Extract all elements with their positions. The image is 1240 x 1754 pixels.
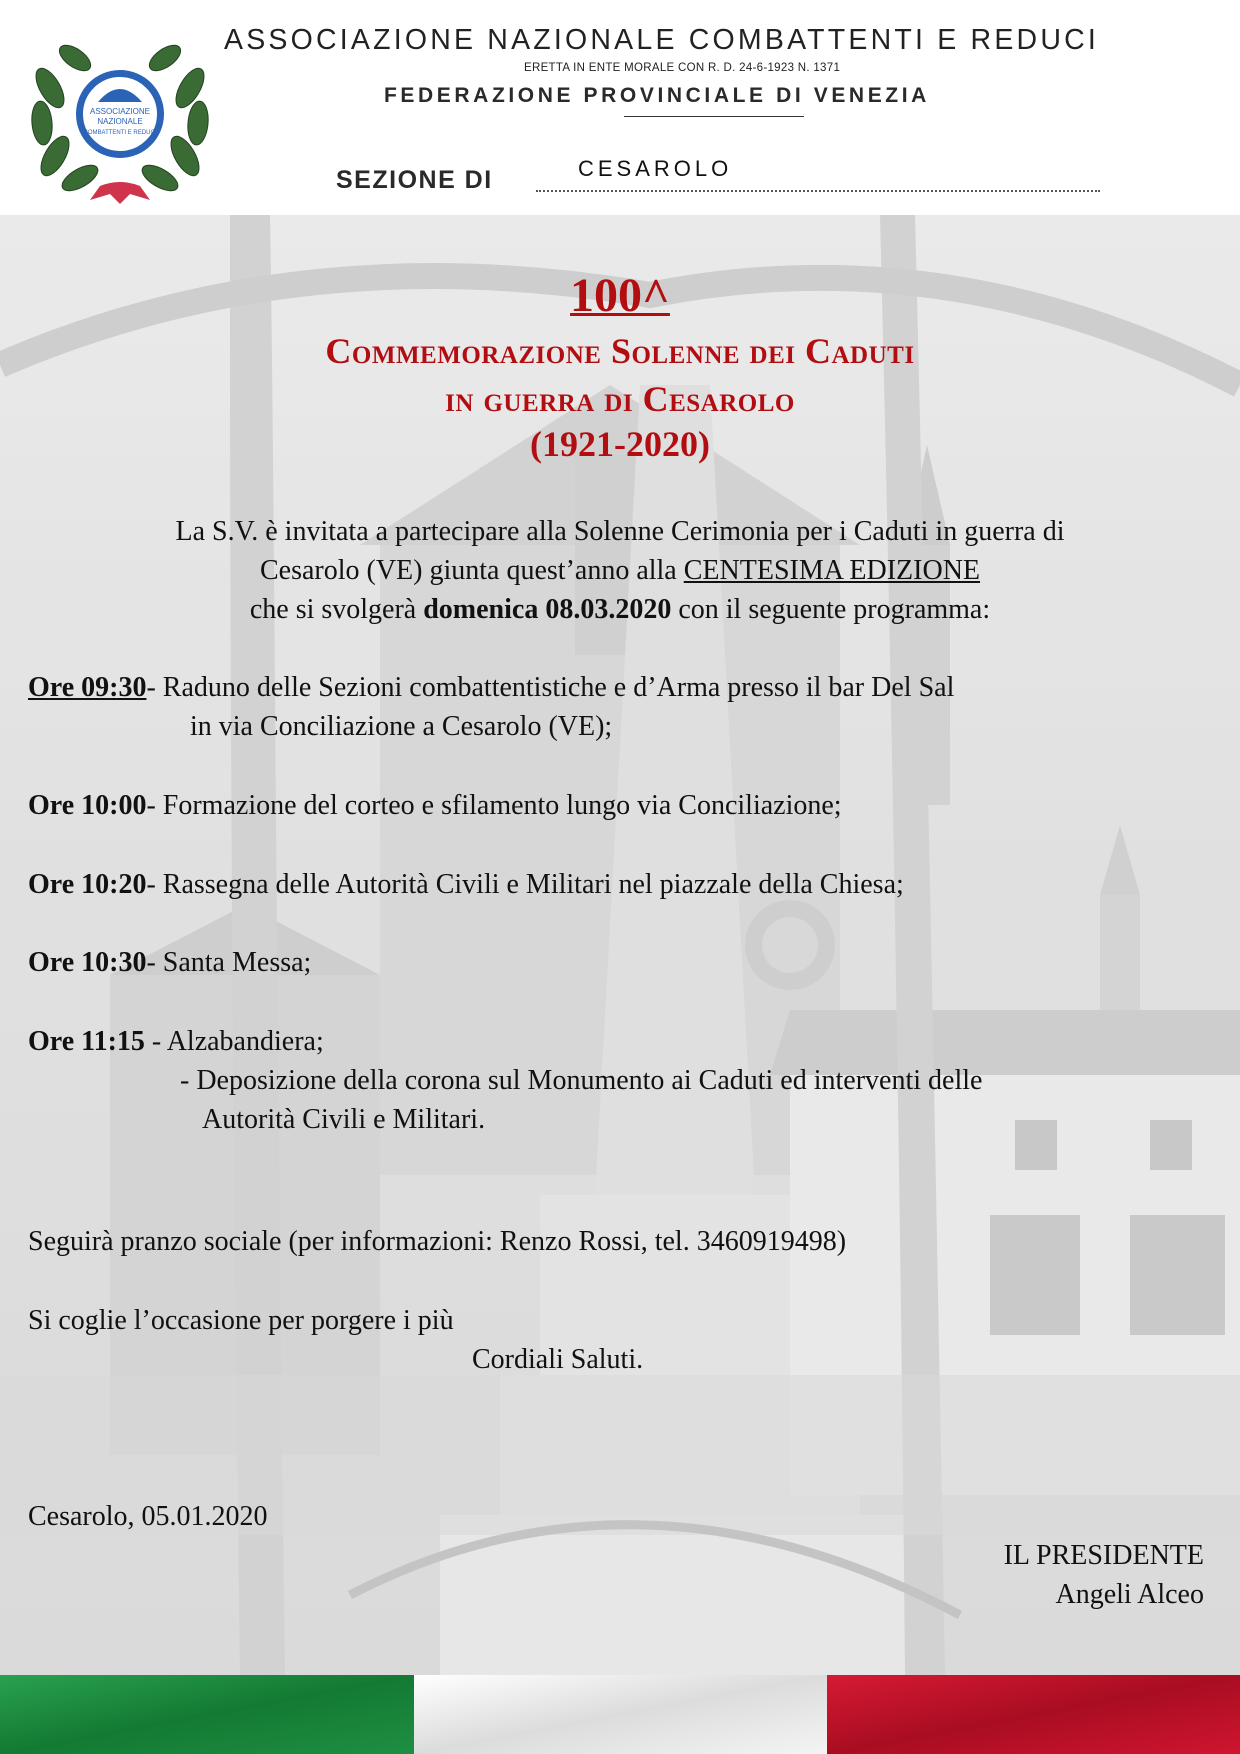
letterhead: [0, 0, 1240, 215]
intro-line-3-end: con il seguente programma:: [671, 594, 991, 625]
program-separator: -: [146, 947, 163, 978]
program-text: Santa Messa;: [162, 947, 312, 978]
federation-name: FEDERAZIONE PROVINCIALE DI VENEZIA: [384, 84, 930, 107]
program-text: Raduno delle Sezioni combattentistiche e d’Arma presso il bar Del Sal: [162, 672, 955, 703]
signature-role: IL PRESIDENTE: [1003, 1540, 1204, 1571]
program-time: Ore 09:30: [28, 672, 147, 703]
association-name: ASSOCIAZIONE NAZIONALE COMBATTENTI E REDUCI: [224, 24, 1099, 56]
program-item: [28, 946, 311, 980]
program-text-continued: Autorità Civili e Militari.: [202, 1104, 486, 1135]
program-time: Ore 10:20: [28, 869, 147, 900]
intro-line-2-text: Cesarolo (VE) giunta quest’anno alla: [259, 555, 684, 586]
section-label: SEZIONE DI: [336, 166, 493, 194]
program-time: Ore 10:00: [28, 790, 147, 821]
signature-name: Angeli Alceo: [1055, 1579, 1204, 1610]
date-place: Cesarolo, 05.01.2020: [28, 1501, 268, 1532]
edition-number: 100^: [570, 269, 670, 322]
event-date: domenica 08.03.2020: [423, 594, 672, 625]
program-separator: -: [146, 869, 163, 900]
program-item: [28, 1025, 324, 1059]
title-line-1: Commemorazione Solenne dei Caduti: [325, 331, 915, 371]
association-emblem-icon: [20, 28, 220, 208]
program-text-continued: in via Conciliazione a Cesarolo (VE);: [190, 711, 613, 742]
program-text-continued: - Deposizione della corona sul Monumento ai Caduti ed interventi delle: [180, 1065, 983, 1096]
program-separator: -: [144, 1026, 167, 1057]
closing-line-1: Si coglie l’occasione per porgere i più: [28, 1305, 454, 1336]
federation-underline: [624, 116, 804, 117]
program-text: Formazione del corteo e sfilamento lungo via Conciliazione;: [162, 790, 842, 821]
section-value: CESAROLO: [578, 156, 733, 181]
intro-line-2: [0, 554, 1240, 588]
lunch-info: Seguirà pranzo sociale (per informazioni: Renzo Rossi, tel. 3460919498): [28, 1226, 847, 1257]
svg-text:ASSOCIAZIONE: ASSOCIAZIONE: [89, 107, 151, 116]
program-separator: -: [146, 672, 163, 703]
program-item: [28, 671, 954, 705]
program-time: Ore 11:15: [28, 1026, 145, 1057]
svg-text:NAZIONALE: NAZIONALE: [97, 117, 143, 126]
title-years: (1921-2020): [530, 424, 710, 464]
program-separator: -: [146, 790, 163, 821]
intro-line-1: La S.V. è invitata a partecipare alla Solenne Cerimonia per i Caduti in guerra di: [175, 516, 1065, 547]
intro-line-3-text: che si svolgerà: [249, 594, 424, 625]
italian-flag-banner: [0, 1675, 1240, 1754]
program-item: [28, 789, 842, 823]
title-line-2: in guerra di Cesarolo: [445, 379, 795, 419]
program-text: Rassegna delle Autorità Civili e Militari nel piazzale della Chiesa;: [162, 869, 904, 900]
section-dotted-line: [536, 190, 1100, 192]
program-text: Alzabandiera;: [166, 1026, 324, 1057]
centesima-edizione: CENTESIMA EDIZIONE: [683, 555, 981, 586]
intro-line-3: [0, 593, 1240, 627]
program-time: Ore 10:30: [28, 947, 147, 978]
association-decree: ERETTA IN ENTE MORALE CON R. D. 24-6-1923 N. 1371: [524, 62, 841, 74]
svg-text:COMBATTENTI E REDUCI: COMBATTENTI E REDUCI: [83, 130, 157, 136]
program-item: [28, 868, 904, 902]
closing-greeting: Cordiali Saluti.: [472, 1344, 644, 1375]
